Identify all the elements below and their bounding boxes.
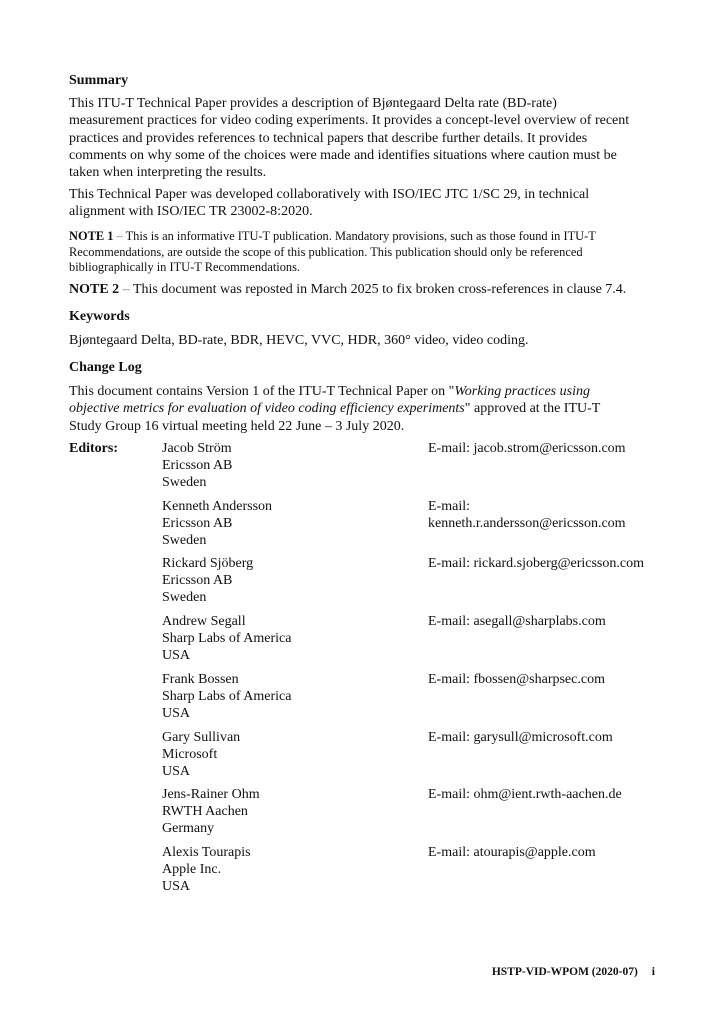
editor-address xyxy=(162,671,291,723)
text: This document contains Version 1 of the ITU-T Technical Paper on " xyxy=(69,384,455,399)
editor-organization: Ericsson AB xyxy=(162,573,233,589)
editor-address xyxy=(162,498,272,550)
editor-email[interactable] xyxy=(428,555,668,572)
editor-email[interactable] xyxy=(428,729,668,746)
editor-name: Jens-Rainer Ohm xyxy=(162,787,260,802)
editor-organization: Ericsson AB xyxy=(162,516,233,532)
text-line: This ITU-T Technical Paper provides a description of Bjøntegaard Delta rate (BD-rate) xyxy=(69,96,557,111)
text-line: taken when interpreting the results. xyxy=(69,165,267,181)
editor-email[interactable] xyxy=(428,498,668,532)
text-line: Recommendations, are outside the scope of this publication. This publication should only be referenced xyxy=(69,244,583,259)
email-line: E-mail: jacob.strom@ericsson.com xyxy=(428,441,626,456)
email-line: E-mail: ohm@ient.rwth-aachen.de xyxy=(428,787,622,802)
editor-email[interactable] xyxy=(428,440,668,457)
editor-email[interactable] xyxy=(428,786,668,803)
summary-heading: Summary xyxy=(69,73,129,88)
note-1 xyxy=(69,229,669,276)
editor-organization: Apple Inc. xyxy=(162,862,222,878)
dash: – xyxy=(116,229,123,243)
summary-paragraph-2 xyxy=(69,186,669,221)
email-line: E-mail: garysull@microsoft.com xyxy=(428,730,613,745)
note-text: This document was reposted in March 2025 to fix broken cross-references in clause 7.4. xyxy=(132,282,627,297)
email-line: E-mail: xyxy=(428,499,470,514)
editor-country: Germany xyxy=(162,821,215,837)
editor-country: USA xyxy=(162,706,191,722)
editor-email[interactable] xyxy=(428,844,668,861)
editor-organization: Ericsson AB xyxy=(162,458,233,474)
text-line: alignment with ISO/IEC TR 23002-8:2020. xyxy=(69,204,313,220)
editor-name: Andrew Segall xyxy=(162,614,246,629)
email-line: E-mail: atourapis@apple.com xyxy=(428,845,596,860)
editor-address xyxy=(162,555,253,607)
editor-organization: Sharp Labs of America xyxy=(162,631,292,647)
editor-name: Rickard Sjöberg xyxy=(162,556,254,571)
editor-name: Gary Sullivan xyxy=(162,730,241,745)
changelog-text xyxy=(69,383,669,435)
email-line: E-mail: asegall@sharplabs.com xyxy=(428,614,606,629)
editor-organization: Microsoft xyxy=(162,747,218,763)
page-number: i xyxy=(651,966,655,978)
document-id: HSTP-VID-WPOM (2020-07) xyxy=(491,966,638,978)
editor-address xyxy=(162,440,232,492)
text: " approved at the ITU-T xyxy=(464,401,601,417)
page-footer xyxy=(492,966,655,978)
editor-email[interactable] xyxy=(428,613,668,630)
editor-country: Sweden xyxy=(162,533,207,549)
text-line: bibliographically in ITU-T Recommendations. xyxy=(69,260,301,275)
text-line: This Technical Paper was developed collaboratively with ISO/IEC JTC 1/SC 29, in technical xyxy=(69,187,590,202)
editor-country: USA xyxy=(162,879,191,895)
editor-name: Jacob Ström xyxy=(162,441,232,456)
text-line: This is an informative ITU-T publication. Mandatory provisions, such as those found in ITU-T xyxy=(125,229,596,243)
note-label: NOTE 1 xyxy=(69,229,114,243)
editor-address xyxy=(162,844,251,896)
paper-title: Working practices using xyxy=(454,384,590,399)
editor-name: Frank Bossen xyxy=(162,672,239,687)
editor-email[interactable] xyxy=(428,671,668,688)
changelog-heading: Change Log xyxy=(69,360,142,375)
email-line: kenneth.r.andersson@ericsson.com xyxy=(428,516,626,532)
editor-name: Alexis Tourapis xyxy=(162,845,251,860)
dash: – xyxy=(122,282,130,297)
email-line: E-mail: fbossen@sharpsec.com xyxy=(428,672,605,687)
summary-paragraph-1 xyxy=(69,95,669,181)
editor-address xyxy=(162,613,291,665)
editor-name: Kenneth Andersson xyxy=(162,499,273,514)
editor-address xyxy=(162,786,260,838)
editor-organization: Sharp Labs of America xyxy=(162,689,292,705)
email-line: E-mail: rickard.sjoberg@ericsson.com xyxy=(428,556,644,571)
editor-country: USA xyxy=(162,764,191,780)
editor-country: Sweden xyxy=(162,590,207,606)
text-line: Study Group 16 virtual meeting held 22 June – 3 July 2020. xyxy=(69,418,405,434)
editor-organization: RWTH Aachen xyxy=(162,804,248,820)
editor-country: Sweden xyxy=(162,475,207,491)
editors-label: Editors: xyxy=(69,441,118,456)
note-2 xyxy=(69,281,669,298)
paper-title: objective metrics for evaluation of video coding efficiency experiments xyxy=(69,401,465,417)
editor-country: USA xyxy=(162,648,191,664)
keywords-text: Bjøntegaard Delta, BD-rate, BDR, HEVC, VVC, HDR, 360° video, video coding. xyxy=(69,333,529,348)
text-line: measurement practices for video coding experiments. It provides a concept-level overview of recent xyxy=(69,113,630,129)
keywords-heading: Keywords xyxy=(69,309,130,324)
note-label: NOTE 2 xyxy=(69,282,120,297)
text-line: practices and provides references to technical papers that describe further details. It provides xyxy=(69,130,588,146)
text-line: comments on why some of the choices were made and identifies situations where caution must be xyxy=(69,147,617,163)
editor-address xyxy=(162,729,240,781)
